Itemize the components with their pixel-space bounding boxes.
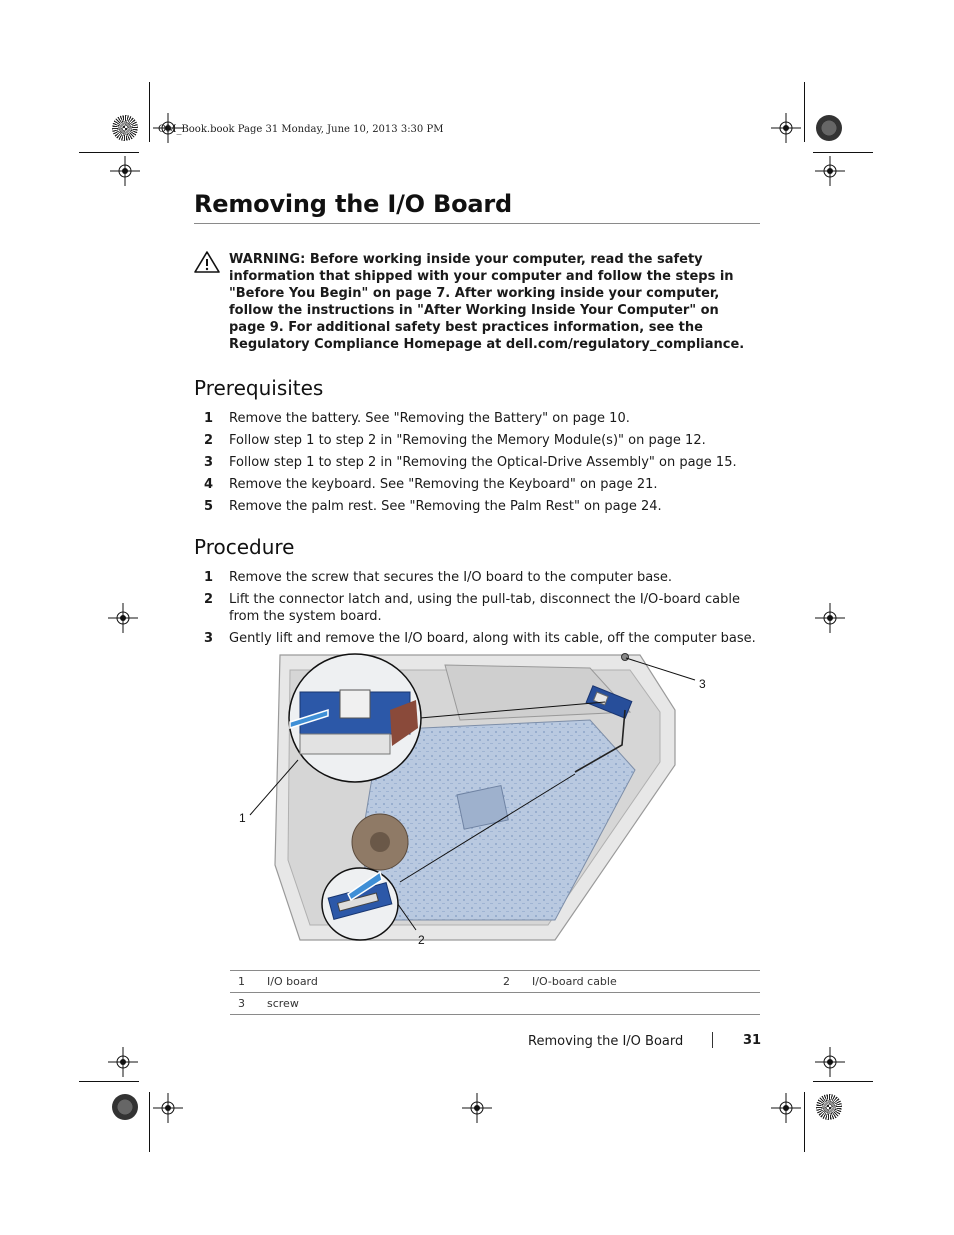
registration-mark-icon <box>815 156 845 186</box>
step-number: 4 <box>204 477 214 492</box>
zoom-inset-cable-connector <box>322 868 398 940</box>
step-number: 3 <box>204 455 214 470</box>
step-number: 2 <box>204 433 214 448</box>
procedure-heading: Procedure <box>194 535 295 559</box>
step-number: 2 <box>204 592 214 607</box>
warning-triangle-icon <box>194 251 220 273</box>
registration-mark-icon <box>462 1093 492 1123</box>
screw-icon <box>622 654 629 661</box>
registration-mark-icon <box>815 603 845 633</box>
step-text: Lift the connector latch and, using the pull-tab, disconnect the I/O-board cable from the system board. <box>229 592 740 624</box>
page-number: 31 <box>743 1033 762 1048</box>
title-rule <box>194 223 760 224</box>
list-item <box>194 476 760 493</box>
table-row <box>230 970 760 992</box>
list-item <box>194 569 760 586</box>
callout-label: screw <box>267 997 299 1010</box>
color-rosette-icon <box>816 1094 842 1120</box>
footer-separator <box>712 1032 713 1048</box>
list-item <box>194 591 760 625</box>
step-text: Follow step 1 to step 2 in "Removing the Optical-Drive Assembly" on page 15. <box>229 455 737 470</box>
callout-number: 2 <box>503 975 510 988</box>
step-text: Remove the palm rest. See "Removing the Palm Rest" on page 24. <box>229 499 662 514</box>
registration-mark-icon <box>153 1093 183 1123</box>
step-number: 3 <box>204 631 214 646</box>
page-title: Removing the I/O Board <box>194 190 512 218</box>
prerequisites-heading: Prerequisites <box>194 376 324 400</box>
color-rosette-icon <box>112 115 138 141</box>
warning-text: WARNING: Before working inside your computer, read the safety information that shipped with your computer and follow the steps in "Before You Begin" on page 7. After working inside your computer, follow the instructions in "After Working Inside Your Computer" on page 9. For additional safety best practices information, see the Regulatory Compliance Homepage at dell.com/regulatory_compliance. <box>229 252 745 352</box>
registration-mark-icon <box>815 1047 845 1077</box>
step-text: Remove the keyboard. See "Removing the Keyboard" on page 21. <box>229 477 658 492</box>
step-text: Gently lift and remove the I/O board, along with its cable, off the computer base. <box>229 631 756 646</box>
list-item <box>194 454 760 471</box>
list-item <box>194 630 760 647</box>
registration-mark-icon <box>108 603 138 633</box>
callout-label: I/O board <box>267 975 318 988</box>
procedure-list <box>194 569 760 652</box>
step-number: 1 <box>204 570 214 585</box>
table-row <box>230 992 760 1015</box>
step-number: 5 <box>204 499 214 514</box>
zoom-inset-io-board <box>289 654 421 782</box>
footer-section-title: Removing the I/O Board <box>528 1034 684 1049</box>
registration-mark-icon <box>108 1047 138 1077</box>
io-board-illustration <box>230 650 730 950</box>
registration-mark-icon <box>771 1093 801 1123</box>
callout-number: 3 <box>238 997 245 1010</box>
list-item <box>194 498 760 515</box>
step-text: Remove the battery. See "Removing the Battery" on page 10. <box>229 411 630 426</box>
step-text: Remove the screw that secures the I/O board to the computer base. <box>229 570 673 585</box>
callout-table <box>230 970 760 1015</box>
color-rosette-icon <box>816 115 842 141</box>
callout-label-3: 3 <box>699 677 706 691</box>
registration-mark-icon <box>771 113 801 143</box>
callout-label-1: 1 <box>239 811 246 825</box>
print-stamp: OM_Book.book Page 31 Monday, June 10, 2013 3:30 PM <box>158 124 444 135</box>
callout-label: I/O-board cable <box>532 975 617 988</box>
registration-mark-icon <box>110 156 140 186</box>
callout-number: 1 <box>238 975 245 988</box>
step-number: 1 <box>204 411 214 426</box>
list-item <box>194 432 760 449</box>
prerequisites-list <box>194 410 760 520</box>
list-item <box>194 410 760 427</box>
fan <box>352 814 408 870</box>
callout-label-2: 2 <box>418 933 425 947</box>
step-text: Follow step 1 to step 2 in "Removing the Memory Module(s)" on page 12. <box>229 433 706 448</box>
color-rosette-icon <box>112 1094 138 1120</box>
